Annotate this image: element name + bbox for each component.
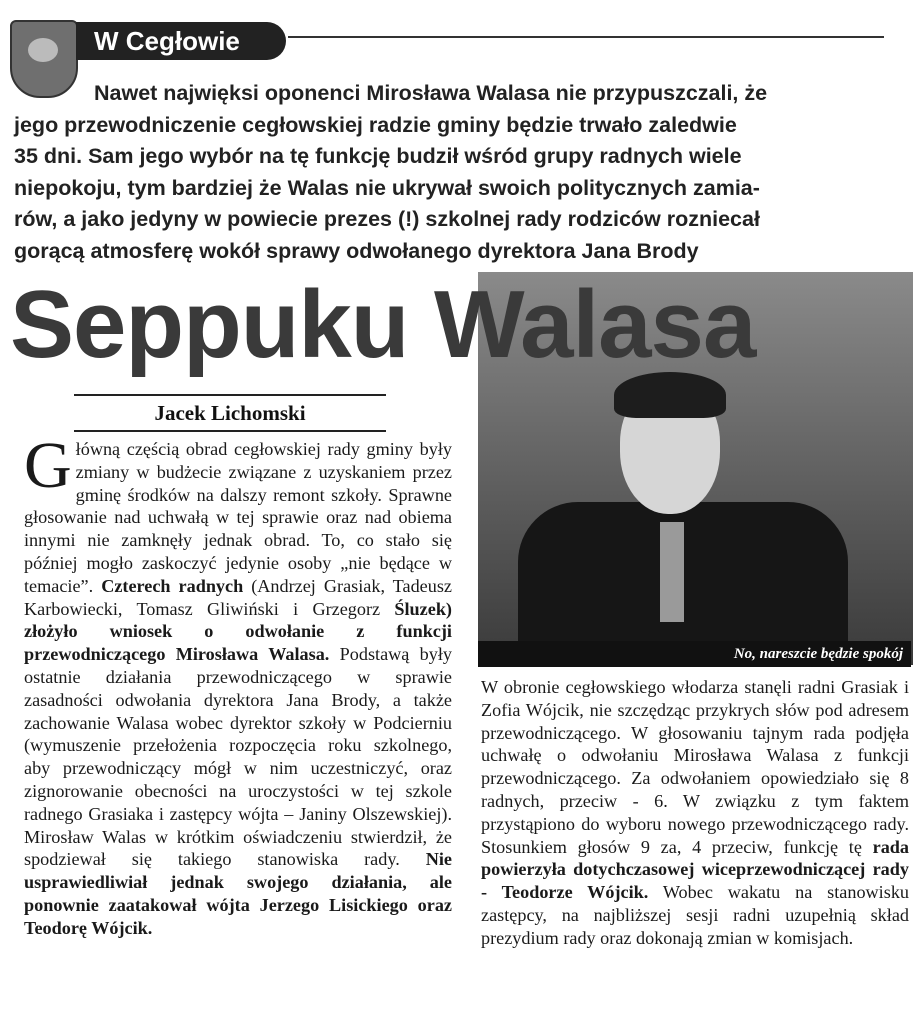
- body-text-bold: Śluzek): [394, 598, 452, 619]
- body-text-bold: Czterech radnych: [101, 575, 244, 596]
- photo-caption: No, nareszcie będzie spokój: [478, 641, 911, 667]
- lead-line: rów, a jako jedyny w powiecie prezes (!) szkolnej rady rodziców rozniecał: [14, 207, 760, 231]
- photo-figure-tie: [660, 522, 684, 622]
- body-text-bold: Nie usprawiedliwiał jednak swojego działania, ale ponownie zaatakował wójta Jerzego Lisickiego oraz Teodorę Wójcik.: [24, 849, 452, 938]
- author-rule: [74, 430, 386, 432]
- body-text: Podstawą były ostatnie działania przewodniczącego w sprawie zasadności odwołania dyrektora Jana Brody, a także zachowanie Walasa wobec dyrektor szkoły w Podcierniu (wymuszenie przełożenia rozpoczęcia roku szkolnego, aby przewodniczący mógł w nim uczestniczyć, oraz zignorowanie obecności na uroczystości w tej szkole radnego Grasiaka i zastępcy wójta – Janiny Olszewskiej). Mirosław Walas w krótkim oświadczeniu stwierdził, że spodziewał się takiego stanowiska rady.: [24, 644, 452, 870]
- lead-line: niepokoju, tym bardziej że Walas nie ukrywał swoich politycznych zamia-: [14, 175, 760, 200]
- article-author: Jacek Lichomski: [154, 401, 306, 425]
- article-column-left: [24, 429, 452, 940]
- body-text: Wobec wakatu na stanowisku zastępcy, na najbliższej sesji radni uzupełnią skład prezydium rady oraz dokonają zmian w komisjach.: [481, 882, 910, 948]
- body-text-bold: rada powierzyła dotychczasowej wiceprzewodniczącej rady - Teodorze Wójcik.: [481, 836, 909, 903]
- body-text: (Andrzej Grasiak, Tadeusz Karbowiecki, Tomasz Gliwiński i Grzegorz: [24, 575, 452, 619]
- article-lead: [14, 78, 890, 267]
- lead-line: 35 dni. Sam jego wybór na tę funkcję budził wśród grupy radnych wiele: [14, 144, 742, 168]
- article-column-right: [481, 676, 909, 950]
- lead-line: jego przewodniczenie cegłowskiej radzie gminy będzie trwało zaledwie: [14, 112, 737, 137]
- article-paragraph: [481, 676, 909, 950]
- article-headline: Seppuku Walasa: [10, 271, 756, 378]
- section-title: W Cegłowie: [76, 22, 286, 60]
- body-text: W obronie cegłowskiego włodarza stanęli radni Grasiak i Zofia Wójcik, nie szczędząc przykrych słów pod adresem przewodniczącego. W głosowaniu tajnym rada podjęła uchwałę o odwołaniu Mirosława Walasa z funkcji przewodniczącego. Za odwołaniem opowiedziało się 8 radnych, przeciw - 6. W związku z tym faktem przystąpiono do wyboru nowego przewodniczącego rady. Stosunkiem głosów 9 za, 4 przeciw, funkcję tę: [481, 677, 909, 857]
- drop-cap: G: [24, 429, 72, 502]
- lead-line: gorącą atmosferę wokół sprawy odwołanego dyrektora Jana Brody: [14, 238, 699, 263]
- body-text-bold: złożyło wniosek o odwołanie z funkcji przewodniczącego Mirosława Walasa.: [24, 621, 452, 665]
- article-paragraph: [24, 429, 452, 940]
- body-text: łówną częścią obrad cegłowskiej rady gminy były zmiany w budżecie związane z uzyskaniem przez gminę środków na dalszy remont szkoły. Sprawne głosowanie nad uchwałą w tej sprawie oraz nad obiema innymi nie zamknęły jednak obrad. To, co stało się później mogło zaskoczyć jedynie osoby „nie będące w temacie”.: [24, 439, 452, 596]
- section-divider: [288, 36, 884, 38]
- lead-line: Nawet najwięksi oponenci Mirosława Walasa nie przypuszczali, że: [94, 81, 768, 105]
